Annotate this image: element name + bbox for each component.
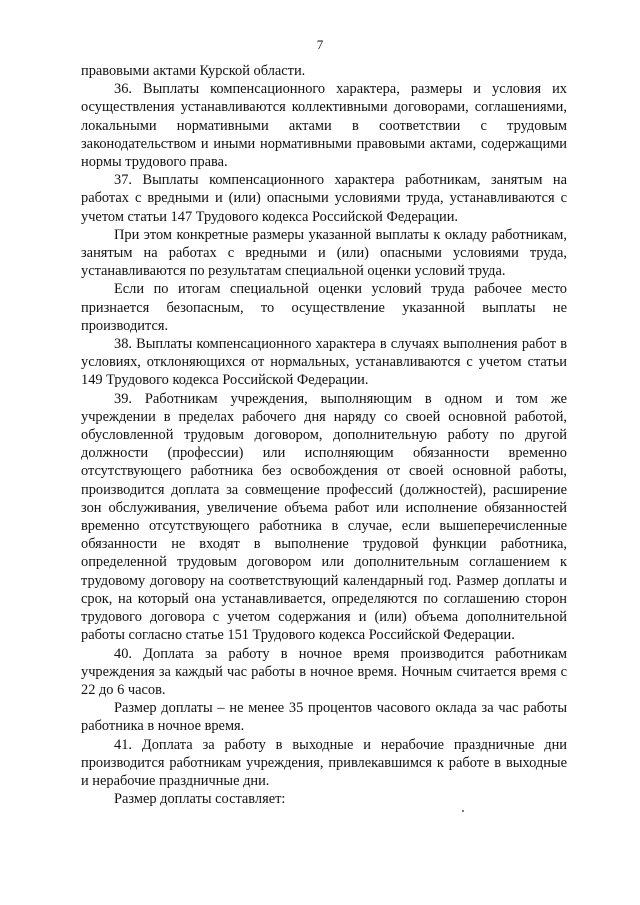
page-number: 7: [316, 37, 324, 52]
paragraph-clause-38: 38. Выплаты компенсационного характера в случаях выполнения работ в условиях, отклоняющихся от нормальных, устанавливаются с учетом статьи 149 Трудового кодекса Российской Федерации.: [81, 336, 567, 389]
paragraph-clause-37-detail: При этом конкретные размеры указанной выплаты к окладу работникам, занятым на работах с вредными и (или) опасными условиями труда, устанавливаются по результатам специальной оценки условий труда.: [81, 226, 567, 280]
paragraph-clause-37-safe: Если по итогам специальной оценки условий труда рабочее место признается безопасным, то осуществление указанной выплаты не производится.: [81, 281, 567, 334]
paragraph-clause-36: 36. Выплаты компенсационного характера, размеры и условия их осуществления устанавливаются коллективными договорами, соглашениями, локальными нормативными актами в соответствии с трудовым законодательством и иными нормативными правовыми актами, содержащими нормы трудового права.: [81, 81, 567, 171]
paragraph-continuation: правовыми актами Курской области.: [81, 63, 306, 79]
paragraph-clause-40-amount: Размер доплаты – не менее 35 процентов часового оклада за час работы работника в ночное время.: [81, 700, 567, 735]
paragraph-clause-41: 41. Доплата за работу в выходные и нерабочие праздничные дни производится работникам учреждения, привлекавшимся к работе в выходные и нерабочие праздничные дни.: [81, 736, 567, 789]
paragraph-clause-41-amount: Размер доплаты составляет:: [114, 791, 286, 808]
paragraph-clause-40: 40. Доплата за работу в ночное время производится работникам учреждения за каждый час работы в ночное время. Ночным считается время с 22 до 6 часов.: [81, 645, 567, 698]
document-body: [81, 62, 567, 808]
paragraph-clause-37: 37. Выплаты компенсационного характера работникам, занятым на работах с вредными и (или) опасными условиями труда, устанавливаются с учетом статьи 147 Трудового кодекса Российской Федерации.: [81, 172, 567, 225]
scan-speck: [462, 810, 464, 812]
paragraph-clause-39: 39. Работникам учреждения, выполняющим в одном и том же учреждении в пределах рабочего дня наряду со своей основной работой, обусловленной трудовым договором, дополнительную работу по другой должности (профессии) или исполняющим обязанности временно отсутствующего работника без освобождения от своей основной работы, производится доплата за совмещение профессий (должностей), расширение зон обслуживания, увеличение объема работ или исполнение обязанностей временно отсутствующего работника в случае, если вышеперечисленные обязанности не входят в выполнение трудовой функции работника, определенной трудовым договором или дополнительным соглашением к трудовому договору на соответствующий календарный год. Размер доплаты и срок, на который она устанавливается, определяются по соглашению сторон трудового договора с учетом содержания и (или) объема дополнительной работы согласно статье 151 Трудового кодекса Российской Федерации.: [81, 390, 567, 644]
